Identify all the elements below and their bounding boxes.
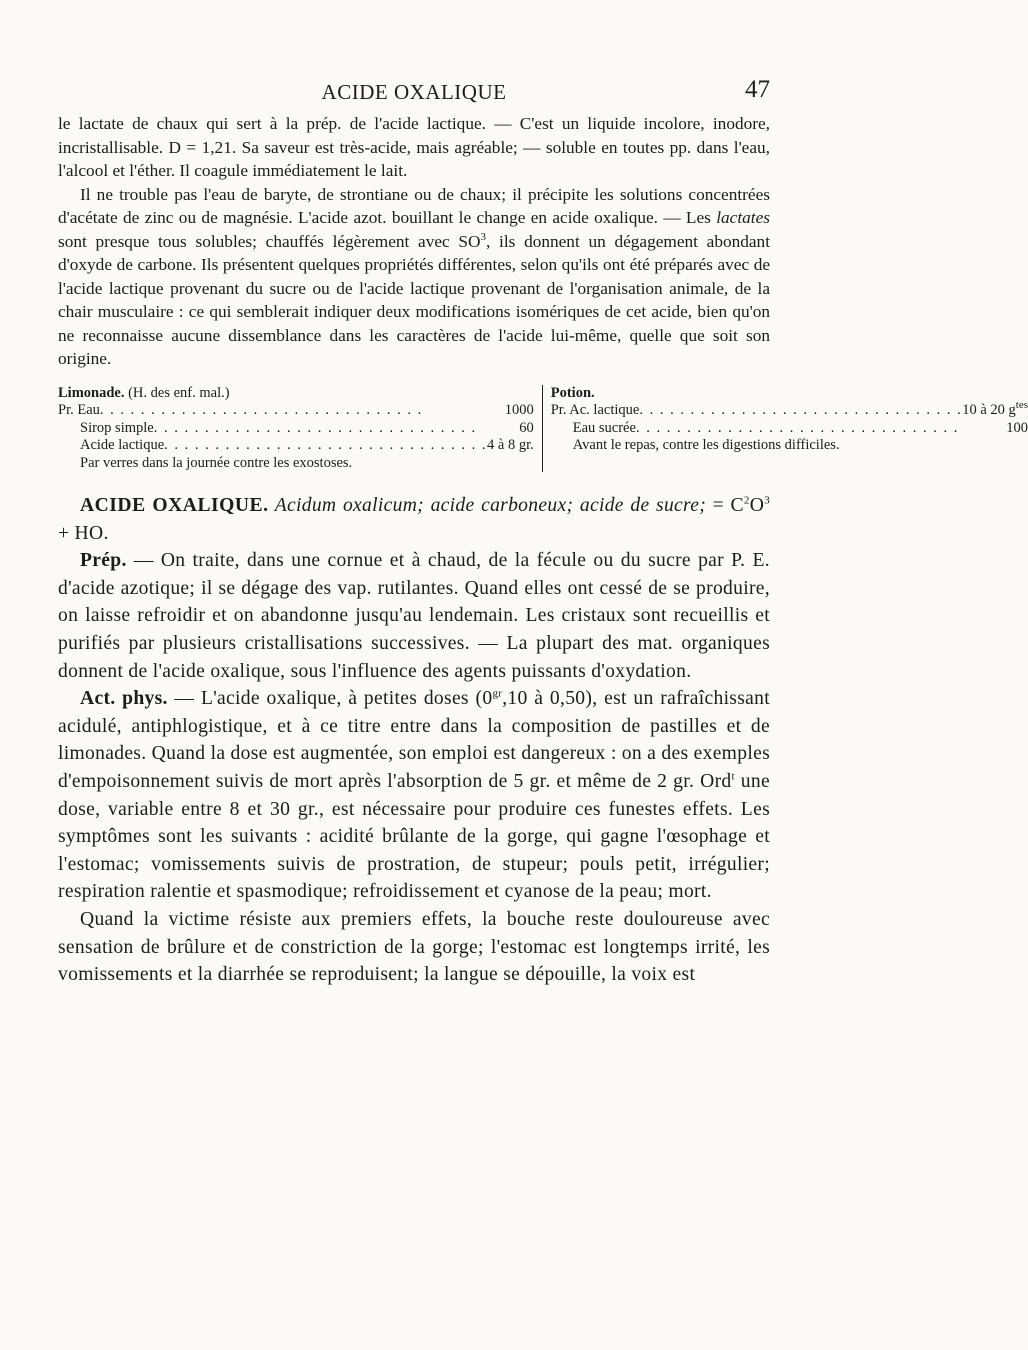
intro-paragraph-2: Il ne trouble pas l'eau de baryte, de strontiane ou de chaux; il précipite les solutions concentrées d'acétate de zinc ou de magnésie. L'acide azot. bouillant le change en acide oxalique. — Les lactates sont presque tous solubles; chauffés légèrement avec $SO^3$, ils donnent un dégagement abondant d'oxyde de carbone. Ils présentent quelques propriétés différentes, selon qu'ils ont été préparés avec de l'acide lactique provenant du sucre ou de l'acide lactique provenant de l'organisation animale, de la chair musculaire : ce qui semblerait indiquer deux modifications isomériques de cet acide, bien qu'on ne reconnaisse aucune dissemblance dans les caractères de l'acide lui-même, quelle que soit son origine. [58, 184, 770, 368]
physiological-action-paragraph: Act. phys. — L'acide oxalique, à petites doses ($0^{gr},10$ à 0,50), est un rafraîchissant acidulé, antiphlogistique, et à ce titre entre dans la composition de pastilles et de limonades. Quand la dose est augmentée, son emploi est dangereux : on a des exemples d'empoisonnement suivis de mort après l'absorption de 5 gr. et même de 2 gr. Ord$^t$ une dose, variable entre 8 et 30 gr., est nécessaire pour produire ces funestes effets. Les symptômes sont les suivants : acidité brûlante de la gorge, qui gagne l'œsophage et l'estomac; vomissements suivis de prostration, de stupeur; pouls petit, irrégulier; respiration ralentie et spasmodique; refroidissement et cyanose de la peau; mort. [58, 687, 770, 903]
recipes-block [58, 384, 1028, 473]
symptoms-paragraph: Quand la victime résiste aux premiers effets, la bouche reste douloureuse avec sensation de brûlure et de constriction de la gorge; l'estomac est longtemps irrité, les vomissements et la diarrhée se reproduisent; la langue se dépouille, la voix est [58, 908, 770, 986]
preparation-paragraph: Prép. — On traite, dans une cornue et à chaud, de la fécule ou du sucre par P. E. d'acide azotique; il se dégage des vap. rutilantes. Quand elles ont cessé de se produire, on laisse refroidir et on abandonne jusqu'au lendemain. Les cristaux sont recueillis et purifiés par plusieurs cristallisations successives. — La plupart des mat. organiques donnent de l'acide oxalique, sous l'influence des agents puissants d'oxydation. [58, 550, 770, 682]
recipe-potion-title: Potion. [550, 384, 595, 401]
page-header [58, 0, 770, 108]
recipe-row: Eau sucrée . . . . . . . . . . . . . . . . . . . . . . . . . . . . . . . . 100 [572, 419, 1028, 436]
recipe-row: Pr. Eau . . . . . . . . . . . . . . . . . . . . . . . . . . . . . . . . 1000 [58, 402, 534, 418]
recipe-note: Avant le repas, contre les digestions difficiles. [572, 437, 840, 453]
recipe-limonade [58, 385, 542, 473]
article-acide-oxalique [58, 492, 770, 989]
recipe-note: Par verres dans la journée contre les exostoses. [80, 454, 353, 471]
recipe-potion [542, 385, 1028, 473]
page-number: 47 [745, 76, 770, 103]
recipe-row: Acide lactique . . . . . . . . . . . . . . . . . . . . . . . . . . . . . . . . 4 à 8 gr. [80, 437, 534, 453]
running-title: ACIDE OXALIQUE [321, 80, 507, 104]
book-page [58, 0, 1028, 989]
intro-paragraph-1: le lactate de chaux qui sert à la prép. de l'acide lactique. — C'est un liquide incolore, inodore, incristallisable. D = 1,21. Sa saveur est très-acide, mais agréable; — soluble en toutes pp. dans l'eau, l'alcool et l'éther. Il coagule immédiatement le lait. [58, 114, 770, 180]
article-heading: ACIDE OXALIQUE. Acidum oxalicum; acide carboneux; acide de sucre; = $C^2O^3$ + HO. [58, 494, 770, 544]
recipe-row: Pr. Ac. lactique . . . . . . . . . . . . . . . . . . . . . . . . . . . . . . . . 10 à 20 $g^{tes}$ [550, 399, 1028, 418]
recipe-limonade-title: Limonade. (H. des enf. mal.) [58, 384, 230, 401]
recipe-row: Sirop simple . . . . . . . . . . . . . . . . . . . . . . . . . . . . . . . . 60 [80, 419, 534, 436]
